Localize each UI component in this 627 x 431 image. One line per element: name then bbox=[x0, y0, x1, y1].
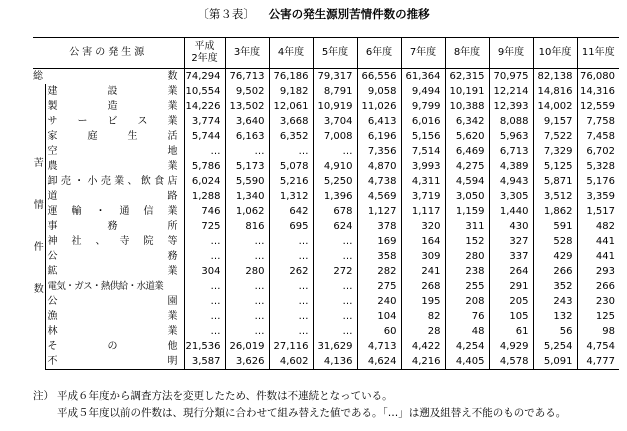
cell-value: 3,993 bbox=[401, 159, 445, 174]
cell-value: 282 bbox=[357, 264, 401, 279]
cell-value: 1,159 bbox=[445, 204, 489, 219]
cell-value: 9,494 bbox=[401, 84, 445, 99]
cell-value: 21,536 bbox=[184, 339, 225, 354]
cell-value: 4,910 bbox=[313, 159, 357, 174]
row-label: 総数 bbox=[33, 71, 178, 82]
cell-value: … bbox=[225, 234, 269, 249]
notes-head: 注） bbox=[33, 390, 54, 402]
cell-value: 61 bbox=[489, 324, 533, 339]
cell-value: 10,388 bbox=[445, 99, 489, 114]
cell-value: 5,125 bbox=[533, 159, 577, 174]
cell-value: 5,786 bbox=[184, 159, 225, 174]
cell-value: 66,556 bbox=[357, 69, 401, 85]
row-label: 公務 bbox=[47, 251, 178, 262]
cell-value: 28 bbox=[401, 324, 445, 339]
cell-value: 12,061 bbox=[269, 99, 313, 114]
table-row bbox=[33, 69, 619, 85]
cell-value: 4,754 bbox=[577, 339, 619, 354]
cell-value: 5,091 bbox=[533, 354, 577, 370]
table-number: 〔第３表〕 bbox=[197, 7, 255, 21]
row-label: 鉱業 bbox=[47, 266, 178, 277]
cell-value: … bbox=[225, 249, 269, 264]
cell-value: 4,777 bbox=[577, 354, 619, 370]
cell-value: 320 bbox=[401, 219, 445, 234]
cell-value: 1,440 bbox=[489, 204, 533, 219]
cell-value: 4,624 bbox=[357, 354, 401, 370]
cell-value: 152 bbox=[445, 234, 489, 249]
cell-value: 1,396 bbox=[313, 189, 357, 204]
cell-value: 205 bbox=[489, 294, 533, 309]
note-line: 平成６年度から調査方法を変更したため、件数は不連続となっている。 bbox=[57, 390, 393, 402]
cell-value: 311 bbox=[445, 219, 489, 234]
cell-value: 241 bbox=[401, 264, 445, 279]
cell-value: 5,744 bbox=[184, 129, 225, 144]
cell-value: 268 bbox=[401, 279, 445, 294]
cell-value: 5,328 bbox=[577, 159, 619, 174]
cell-value: 272 bbox=[313, 264, 357, 279]
cell-value: 208 bbox=[445, 294, 489, 309]
cell-value: 240 bbox=[357, 294, 401, 309]
cell-value: 76,713 bbox=[225, 69, 269, 85]
cell-value: … bbox=[269, 309, 313, 324]
row-label: 道路 bbox=[47, 191, 178, 202]
cell-value: 4,602 bbox=[269, 354, 313, 370]
group-label-char: 件 bbox=[33, 241, 44, 253]
table-body bbox=[33, 69, 619, 370]
cell-value: 82 bbox=[401, 309, 445, 324]
cell-value: … bbox=[269, 249, 313, 264]
cell-value: 275 bbox=[357, 279, 401, 294]
group-label-char: 数 bbox=[33, 283, 44, 295]
note-line: 平成５年度以前の件数は、現行分類に合わせて組み替えた値である。「…」は遡及組替え不能のものである。 bbox=[57, 407, 567, 419]
cell-value: 1,862 bbox=[533, 204, 577, 219]
cell-value: 262 bbox=[269, 264, 313, 279]
cell-value: 195 bbox=[401, 294, 445, 309]
cell-value: 378 bbox=[357, 219, 401, 234]
cell-value: 482 bbox=[577, 219, 619, 234]
cell-value: 76 bbox=[445, 309, 489, 324]
cell-value: 291 bbox=[489, 279, 533, 294]
cell-value: 430 bbox=[489, 219, 533, 234]
cell-value: 280 bbox=[225, 264, 269, 279]
cell-value: 695 bbox=[269, 219, 313, 234]
cell-value: 9,502 bbox=[225, 84, 269, 99]
cell-value: 10,919 bbox=[313, 99, 357, 114]
cell-value: … bbox=[313, 324, 357, 339]
cell-value: 528 bbox=[533, 234, 577, 249]
cell-value: 3,640 bbox=[225, 114, 269, 129]
cell-value: … bbox=[225, 144, 269, 159]
cell-value: 74,294 bbox=[184, 69, 225, 85]
cell-value: 243 bbox=[533, 294, 577, 309]
table-row bbox=[33, 159, 619, 174]
cell-value: 327 bbox=[489, 234, 533, 249]
cell-value: 9,182 bbox=[269, 84, 313, 99]
cell-value: 358 bbox=[357, 249, 401, 264]
table-row bbox=[33, 354, 619, 370]
table-row bbox=[33, 249, 619, 264]
cell-value: 3,305 bbox=[489, 189, 533, 204]
cell-value: … bbox=[313, 144, 357, 159]
cell-value: 82,138 bbox=[533, 69, 577, 85]
table-row bbox=[33, 129, 619, 144]
cell-value: 27,116 bbox=[269, 339, 313, 354]
cell-value: 98 bbox=[577, 324, 619, 339]
cell-value: 12,393 bbox=[489, 99, 533, 114]
row-label: 運輸・通信業 bbox=[47, 206, 178, 217]
cell-value: 5,963 bbox=[489, 129, 533, 144]
cell-value: 10,554 bbox=[184, 84, 225, 99]
cell-value: 6,163 bbox=[225, 129, 269, 144]
cell-value: 4,275 bbox=[445, 159, 489, 174]
cell-value: 1,117 bbox=[401, 204, 445, 219]
year-header: 9年度 bbox=[489, 38, 533, 69]
cell-value: 429 bbox=[533, 249, 577, 264]
cell-value: 309 bbox=[401, 249, 445, 264]
group-label-char: 苦 bbox=[33, 157, 44, 169]
cell-value: 13,502 bbox=[225, 99, 269, 114]
cell-value: 6,413 bbox=[357, 114, 401, 129]
cell-value: 3,719 bbox=[401, 189, 445, 204]
cell-value: 60 bbox=[357, 324, 401, 339]
cell-value: … bbox=[313, 309, 357, 324]
cell-value: … bbox=[184, 144, 225, 159]
cell-value: 9,157 bbox=[533, 114, 577, 129]
cell-value: 441 bbox=[577, 234, 619, 249]
cell-value: 7,458 bbox=[577, 129, 619, 144]
cell-value: 61,364 bbox=[401, 69, 445, 85]
cell-value: 1,517 bbox=[577, 204, 619, 219]
cell-value: 12,214 bbox=[489, 84, 533, 99]
table-row bbox=[33, 294, 619, 309]
cell-value: 7,522 bbox=[533, 129, 577, 144]
group-label-char: 情 bbox=[33, 199, 44, 211]
cell-value: 104 bbox=[357, 309, 401, 324]
cell-value: … bbox=[313, 249, 357, 264]
cell-value: … bbox=[184, 279, 225, 294]
cell-value: … bbox=[225, 309, 269, 324]
cell-value: … bbox=[184, 249, 225, 264]
cell-value: 4,389 bbox=[489, 159, 533, 174]
cell-value: 6,702 bbox=[577, 144, 619, 159]
cell-value: 4,713 bbox=[357, 339, 401, 354]
cell-value: 5,250 bbox=[313, 174, 357, 189]
cell-value: 105 bbox=[489, 309, 533, 324]
cell-value: 3,587 bbox=[184, 354, 225, 370]
year-header: 7年度 bbox=[401, 38, 445, 69]
cell-value: 746 bbox=[184, 204, 225, 219]
table-row bbox=[33, 339, 619, 354]
cell-value: 4,136 bbox=[313, 354, 357, 370]
table-row bbox=[33, 204, 619, 219]
cell-value: 1,288 bbox=[184, 189, 225, 204]
row-label: サービス業 bbox=[47, 116, 178, 127]
table-row bbox=[33, 84, 619, 99]
row-label: 製造業 bbox=[47, 101, 178, 112]
cell-value: 8,791 bbox=[313, 84, 357, 99]
cell-value: 280 bbox=[445, 249, 489, 264]
cell-value: 4,254 bbox=[445, 339, 489, 354]
table-row bbox=[33, 114, 619, 129]
table-title bbox=[0, 6, 627, 22]
row-label: 家庭生活 bbox=[47, 131, 178, 142]
cell-value: 7,329 bbox=[533, 144, 577, 159]
cell-value: 1,127 bbox=[357, 204, 401, 219]
cell-value: 14,002 bbox=[533, 99, 577, 114]
cell-value: 62,315 bbox=[445, 69, 489, 85]
cell-value: 5,078 bbox=[269, 159, 313, 174]
cell-value: 4,311 bbox=[401, 174, 445, 189]
cell-value: 266 bbox=[533, 264, 577, 279]
row-label: 林業 bbox=[47, 326, 178, 337]
year-header: 4年度 bbox=[269, 38, 313, 69]
cell-value: 5,173 bbox=[225, 159, 269, 174]
cell-value: 3,704 bbox=[313, 114, 357, 129]
cell-value: 8,088 bbox=[489, 114, 533, 129]
cell-value: 3,774 bbox=[184, 114, 225, 129]
cell-value: … bbox=[225, 324, 269, 339]
cell-value: … bbox=[269, 324, 313, 339]
cell-value: 14,816 bbox=[533, 84, 577, 99]
cell-value: … bbox=[184, 294, 225, 309]
row-label: 公園 bbox=[47, 296, 178, 307]
cell-value: 5,590 bbox=[225, 174, 269, 189]
cell-value: 132 bbox=[533, 309, 577, 324]
row-label: その他 bbox=[47, 341, 178, 352]
table-row bbox=[33, 279, 619, 294]
title-text: 公害の発生源別苦情件数の推移 bbox=[268, 7, 430, 21]
cell-value: 11,026 bbox=[357, 99, 401, 114]
cell-value: … bbox=[313, 294, 357, 309]
table-row bbox=[33, 174, 619, 189]
cell-value: 26,019 bbox=[225, 339, 269, 354]
cell-value: 7,356 bbox=[357, 144, 401, 159]
cell-value: 76,080 bbox=[577, 69, 619, 85]
cell-value: 678 bbox=[313, 204, 357, 219]
cell-value: 230 bbox=[577, 294, 619, 309]
cell-value: 56 bbox=[533, 324, 577, 339]
table-row bbox=[33, 99, 619, 114]
table-row bbox=[33, 324, 619, 339]
table-row bbox=[33, 264, 619, 279]
cell-value: 4,216 bbox=[401, 354, 445, 370]
cell-value: … bbox=[313, 279, 357, 294]
cell-value: 4,594 bbox=[445, 174, 489, 189]
cell-value: 76,186 bbox=[269, 69, 313, 85]
cell-value: 255 bbox=[445, 279, 489, 294]
cell-value: 591 bbox=[533, 219, 577, 234]
cell-value: 9,058 bbox=[357, 84, 401, 99]
cell-value: 293 bbox=[577, 264, 619, 279]
cell-value: 7,758 bbox=[577, 114, 619, 129]
header-row bbox=[33, 38, 619, 69]
cell-value: 352 bbox=[533, 279, 577, 294]
row-label: 不明 bbox=[45, 354, 184, 370]
cell-value: 125 bbox=[577, 309, 619, 324]
cell-value: 725 bbox=[184, 219, 225, 234]
cell-value: 337 bbox=[489, 249, 533, 264]
cell-value: 5,156 bbox=[401, 129, 445, 144]
cell-value: 4,569 bbox=[357, 189, 401, 204]
table-row bbox=[33, 309, 619, 324]
cell-value: … bbox=[184, 309, 225, 324]
cell-value: 169 bbox=[357, 234, 401, 249]
year-header: 平成 2年度 bbox=[184, 38, 225, 69]
cell-value: 164 bbox=[401, 234, 445, 249]
cell-value: 4,943 bbox=[489, 174, 533, 189]
cell-value: 6,352 bbox=[269, 129, 313, 144]
cell-value: … bbox=[225, 279, 269, 294]
cell-value: 3,626 bbox=[225, 354, 269, 370]
cell-value: 3,359 bbox=[577, 189, 619, 204]
cell-value: 304 bbox=[184, 264, 225, 279]
cell-value: … bbox=[269, 279, 313, 294]
row-label: 事務所 bbox=[47, 221, 178, 232]
cell-value: 48 bbox=[445, 324, 489, 339]
cell-value: 5,216 bbox=[269, 174, 313, 189]
year-header: 3年度 bbox=[225, 38, 269, 69]
cell-value: 624 bbox=[313, 219, 357, 234]
cell-value: 441 bbox=[577, 249, 619, 264]
cell-value: 79,317 bbox=[313, 69, 357, 85]
cell-value: 9,799 bbox=[401, 99, 445, 114]
cell-value: 5,254 bbox=[533, 339, 577, 354]
cell-value: 6,469 bbox=[445, 144, 489, 159]
cell-value: 6,342 bbox=[445, 114, 489, 129]
row-label: 電気・ガス・熱供給・水道業 bbox=[47, 281, 164, 292]
cell-value: 10,191 bbox=[445, 84, 489, 99]
cell-value: 4,422 bbox=[401, 339, 445, 354]
cell-value: 7,008 bbox=[313, 129, 357, 144]
cell-value: 642 bbox=[269, 204, 313, 219]
cell-value: 6,713 bbox=[489, 144, 533, 159]
cell-value: 12,559 bbox=[577, 99, 619, 114]
cell-value: 6,196 bbox=[357, 129, 401, 144]
cell-value: 816 bbox=[225, 219, 269, 234]
cell-value: 4,738 bbox=[357, 174, 401, 189]
year-header: 11年度 bbox=[577, 38, 619, 69]
cell-value: 5,871 bbox=[533, 174, 577, 189]
cell-value: 14,316 bbox=[577, 84, 619, 99]
cell-value: 264 bbox=[489, 264, 533, 279]
table-row bbox=[33, 219, 619, 234]
cell-value: 1,312 bbox=[269, 189, 313, 204]
cell-value: 1,340 bbox=[225, 189, 269, 204]
cell-value: 266 bbox=[577, 279, 619, 294]
cell-value: 7,514 bbox=[401, 144, 445, 159]
row-label: 建設業 bbox=[47, 86, 178, 97]
cell-value: 1,062 bbox=[225, 204, 269, 219]
complaints-table bbox=[33, 37, 619, 370]
cell-value: 6,024 bbox=[184, 174, 225, 189]
year-header: 6年度 bbox=[357, 38, 401, 69]
cell-value: 3,668 bbox=[269, 114, 313, 129]
cell-value: 31,629 bbox=[313, 339, 357, 354]
year-header: 5年度 bbox=[313, 38, 357, 69]
cell-value: … bbox=[184, 234, 225, 249]
notes bbox=[33, 388, 566, 422]
cell-value: … bbox=[269, 144, 313, 159]
cell-value: 5,176 bbox=[577, 174, 619, 189]
cell-value: 238 bbox=[445, 264, 489, 279]
cell-value: 70,975 bbox=[489, 69, 533, 85]
cell-value: 6,016 bbox=[401, 114, 445, 129]
cell-value: 4,929 bbox=[489, 339, 533, 354]
cell-value: … bbox=[269, 294, 313, 309]
table-row bbox=[33, 189, 619, 204]
row-label: 神社、寺院等 bbox=[47, 236, 178, 247]
row-label: 空地 bbox=[47, 146, 178, 157]
row-label: 卸売・小売業、飲食店 bbox=[47, 176, 178, 187]
group-label bbox=[33, 84, 45, 370]
cell-value: 3,050 bbox=[445, 189, 489, 204]
cell-value: … bbox=[269, 234, 313, 249]
cell-value: 5,620 bbox=[445, 129, 489, 144]
cell-value: 4,870 bbox=[357, 159, 401, 174]
cell-value: … bbox=[225, 294, 269, 309]
table-row bbox=[33, 144, 619, 159]
cell-value: … bbox=[184, 324, 225, 339]
row-label: 漁業 bbox=[47, 311, 178, 322]
cell-value: 4,578 bbox=[489, 354, 533, 370]
source-header: 公害の発生源 bbox=[33, 38, 184, 69]
cell-value: 4,405 bbox=[445, 354, 489, 370]
cell-value: 3,512 bbox=[533, 189, 577, 204]
row-label: 農業 bbox=[47, 161, 178, 172]
year-header: 10年度 bbox=[533, 38, 577, 69]
cell-value: … bbox=[313, 234, 357, 249]
table-row bbox=[33, 234, 619, 249]
cell-value: 14,226 bbox=[184, 99, 225, 114]
year-header: 8年度 bbox=[445, 38, 489, 69]
